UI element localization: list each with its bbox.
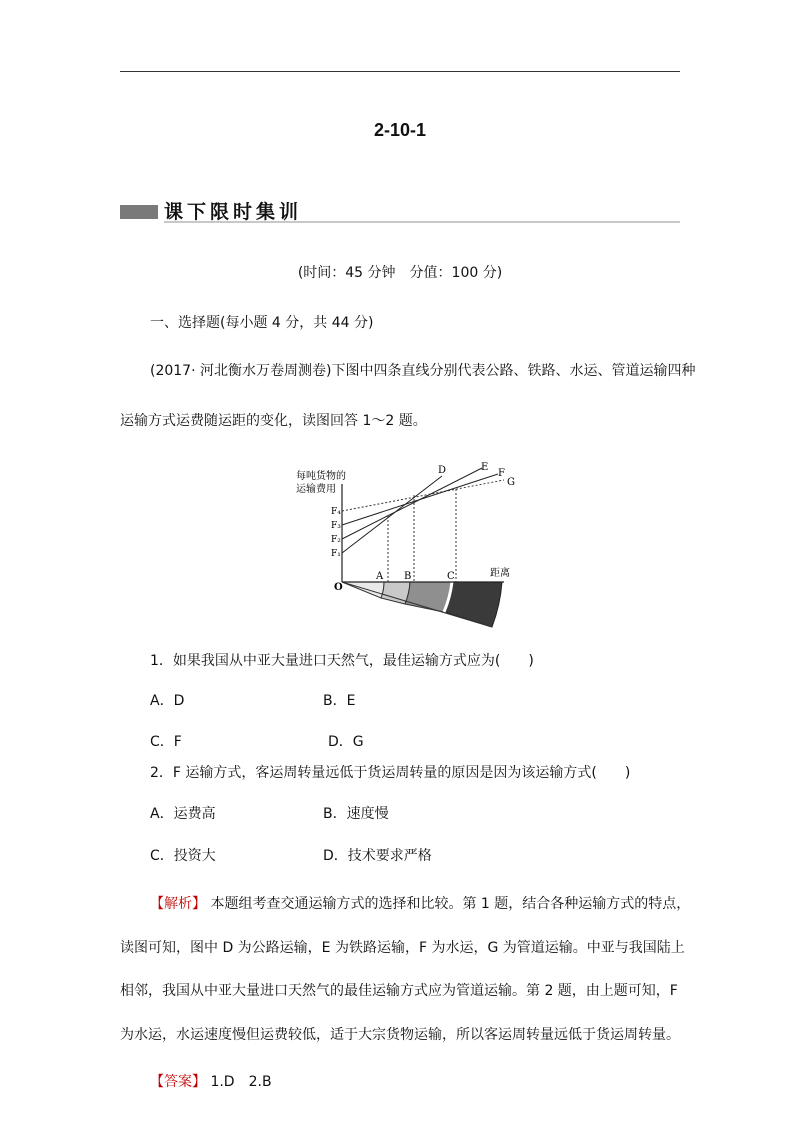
top-rule <box>120 71 680 72</box>
q1-option-a: A．D <box>150 693 185 709</box>
label-d: D <box>438 465 447 476</box>
analysis-line-4: 为水运，水运速度慢但运费较低，适于大宗货物运输，所以客运周转量远低于货运周转量。 <box>120 1027 680 1043</box>
transport-cost-figure <box>292 462 522 632</box>
tick-f4: F₄ <box>331 507 341 517</box>
question-2-stem: 2．F 运输方式，客运周转量远低于货运周转量的原因是因为该运输方式( ) <box>150 765 631 781</box>
line-f <box>342 474 498 525</box>
origin-label: O <box>334 582 343 593</box>
line-g <box>342 480 504 511</box>
y-label-1: 每吨货物的 <box>296 471 346 482</box>
label-f: F <box>498 468 505 479</box>
analysis-label: 【解析】 <box>150 896 206 912</box>
analysis-line-3: 相邻，我国从中亚大量进口天然气的最佳运输方式应为管道运输。第 2 题，由上题可知，F <box>120 983 678 999</box>
intro-line-2: 运输方式运费随运距的变化，读图回答 1～2 题。 <box>120 413 427 429</box>
tick-f1: F₁ <box>331 549 341 559</box>
answer-text: 1.D 2.B <box>210 1074 272 1090</box>
analysis-line-1 <box>150 893 690 913</box>
answer-line <box>150 1071 272 1091</box>
section-heading: 课下限时集训 <box>164 201 303 223</box>
analysis-line-2: 读图可知，图中 D 为公路运输，E 为铁路运输，F 为水运，G 为管道运输。中亚与我国陆上 <box>120 940 685 956</box>
q2-option-c: C．投资大 <box>150 848 216 864</box>
question-1-stem: 1．如果我国从中亚大量进口天然气，最佳运输方式应为( ) <box>150 653 534 669</box>
intro-line-1: (2017· 河北衡水万卷周测卷)下图中四条直线分别代表公路、铁路、水运、管道运输四种 <box>150 363 696 379</box>
x-label: 距离 <box>490 568 510 579</box>
line-e <box>342 468 482 539</box>
q2-option-a: A．运费高 <box>150 806 216 822</box>
q1-option-d: D．G <box>328 734 364 750</box>
tick-f3: F₃ <box>331 521 341 531</box>
mark-c: C <box>447 571 455 582</box>
tick-f2: F₂ <box>331 535 341 545</box>
sector-d <box>444 582 502 627</box>
mark-a: A <box>376 571 384 582</box>
label-g: G <box>507 477 515 488</box>
analysis-text-1: 本题组考查交通运输方式的选择和比较。第 1 题，结合各种运输方式的特点， <box>210 896 691 912</box>
mark-b: B <box>404 571 412 582</box>
section-bar <box>120 205 158 219</box>
line-d <box>342 476 442 553</box>
time-score-meta: (时间：45 分钟 分值：100 分) <box>297 265 503 281</box>
q1-option-b: B．E <box>323 693 356 709</box>
section-rule <box>164 221 680 223</box>
q2-option-b: B．速度慢 <box>323 806 389 822</box>
q2-option-d: D．技术要求严格 <box>323 848 432 864</box>
q1-option-c: C．F <box>150 734 182 750</box>
answer-label: 【答案】 <box>150 1074 206 1090</box>
label-e: E <box>481 462 489 473</box>
document-title: 2-10-1 <box>373 120 427 140</box>
y-label-2: 运输费用 <box>296 484 336 495</box>
part-heading: 一、选择题(每小题 4 分，共 44 分) <box>150 315 374 331</box>
